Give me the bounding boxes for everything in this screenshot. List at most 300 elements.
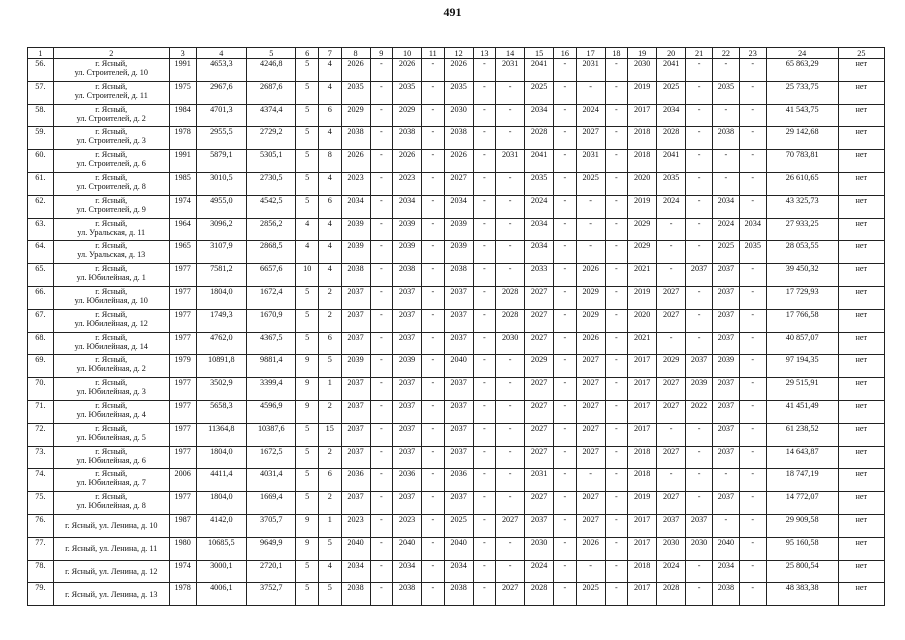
cell-c18: -: [605, 241, 628, 264]
cell-c10: 2037: [393, 400, 422, 423]
cell-c11: -: [422, 583, 445, 606]
cell-c9: -: [370, 537, 393, 560]
table-row: [28, 332, 885, 355]
cell-c8: 2023: [341, 514, 370, 537]
cell-c3: 1977: [169, 286, 196, 309]
cell-c8: 2037: [341, 286, 370, 309]
cell-c8: 2039: [341, 218, 370, 241]
cell-c6: 5: [296, 59, 319, 82]
cell-c17: 2027: [576, 492, 605, 515]
cell-c12: 2039: [444, 241, 473, 264]
cell-c7: 4: [319, 218, 342, 241]
cell-c14: -: [496, 81, 525, 104]
cell-c3: 1977: [169, 264, 196, 287]
cell-c11: -: [422, 355, 445, 378]
address-line-1: г. Ясный,: [95, 195, 128, 205]
cell-c7: 6: [319, 104, 342, 127]
cell-c12: 2038: [444, 127, 473, 150]
cell-c4: 4411,4: [196, 469, 246, 492]
cell-c16: -: [554, 150, 577, 173]
cell-c6: 5: [296, 560, 319, 583]
cell-c21: -: [686, 469, 713, 492]
row-number: 77.: [28, 537, 54, 560]
cell-c13: -: [473, 492, 496, 515]
cell-c24: 26 610,65: [766, 172, 838, 195]
cell-c14: -: [496, 264, 525, 287]
cell-c22: 2037: [713, 332, 740, 355]
cell-c19: 2017: [628, 514, 657, 537]
cell-c18: -: [605, 469, 628, 492]
row-number: 68.: [28, 332, 54, 355]
cell-c9: -: [370, 423, 393, 446]
cell-c5: 1669,4: [247, 492, 296, 515]
table-row: [28, 59, 885, 82]
address-line-1: г. Ясный,: [95, 172, 128, 182]
cell-c7: 2: [319, 446, 342, 469]
cell-c3: 1991: [169, 150, 196, 173]
cell-c25: нет: [838, 560, 884, 583]
address-line-2: ул. Юбилейная, д. 1: [76, 273, 146, 283]
column-number-24: 24: [766, 48, 838, 59]
cell-c22: 2037: [713, 264, 740, 287]
address-line-1: г. Ясный,: [95, 469, 128, 479]
cell-c12: 2037: [444, 332, 473, 355]
address-line-1: г. Ясный, ул. Ленина, д. 11: [65, 544, 158, 554]
address-cell: [53, 264, 169, 287]
cell-c5: 9649,9: [247, 537, 296, 560]
cell-c10: 2034: [393, 560, 422, 583]
cell-c8: 2026: [341, 59, 370, 82]
row-number: 60.: [28, 150, 54, 173]
cell-c15: 2027: [525, 446, 554, 469]
cell-c23: -: [739, 104, 766, 127]
cell-c20: 2041: [657, 150, 686, 173]
cell-c17: -: [576, 241, 605, 264]
cell-c3: 1978: [169, 127, 196, 150]
cell-c12: 2037: [444, 423, 473, 446]
cell-c4: 1749,3: [196, 309, 246, 332]
cell-c13: -: [473, 332, 496, 355]
address-line-2: ул. Строителей, д. 3: [76, 136, 146, 146]
cell-c23: -: [739, 81, 766, 104]
cell-c16: -: [554, 172, 577, 195]
cell-c10: 2023: [393, 172, 422, 195]
table-row: [28, 81, 885, 104]
cell-c21: -: [686, 104, 713, 127]
cell-c22: 2040: [713, 537, 740, 560]
cell-c16: -: [554, 400, 577, 423]
cell-c16: -: [554, 332, 577, 355]
cell-c12: 2037: [444, 309, 473, 332]
column-number-row: [28, 48, 885, 59]
cell-c24: 41 543,75: [766, 104, 838, 127]
column-number-13: 13: [473, 48, 496, 59]
cell-c8: 2029: [341, 104, 370, 127]
page-number: 491: [443, 5, 462, 19]
cell-c24: 25 800,54: [766, 560, 838, 583]
cell-c6: 5: [296, 423, 319, 446]
cell-c15: 2024: [525, 195, 554, 218]
table-row: [28, 127, 885, 150]
cell-c8: 2037: [341, 400, 370, 423]
cell-c17: 2025: [576, 172, 605, 195]
cell-c23: 2034: [739, 218, 766, 241]
cell-c9: -: [370, 400, 393, 423]
address-line-2: ул. Строителей, д. 10: [74, 68, 148, 77]
table-row: [28, 195, 885, 218]
cell-c20: 2028: [657, 583, 686, 606]
cell-c9: -: [370, 104, 393, 127]
cell-c7: 2: [319, 309, 342, 332]
cell-c3: 1974: [169, 195, 196, 218]
cell-c7: 15: [319, 423, 342, 446]
cell-c13: -: [473, 195, 496, 218]
cell-c4: 1804,0: [196, 446, 246, 469]
cell-c10: 2035: [393, 81, 422, 104]
table-row: [28, 492, 885, 515]
cell-c22: -: [713, 104, 740, 127]
cell-c24: 29 515,91: [766, 378, 838, 401]
cell-c13: -: [473, 127, 496, 150]
cell-c18: -: [605, 218, 628, 241]
cell-c5: 1672,4: [247, 286, 296, 309]
row-number: 61.: [28, 172, 54, 195]
table-row: [28, 286, 885, 309]
cell-c13: -: [473, 537, 496, 560]
cell-c25: нет: [838, 514, 884, 537]
cell-c14: -: [496, 446, 525, 469]
cell-c19: 2021: [628, 264, 657, 287]
cell-c11: -: [422, 378, 445, 401]
cell-c8: 2039: [341, 241, 370, 264]
cell-c5: 5305,1: [247, 150, 296, 173]
table-row: [28, 560, 885, 583]
cell-c3: 1979: [169, 355, 196, 378]
cell-c20: 2027: [657, 378, 686, 401]
address-cell: [53, 332, 169, 355]
address-line-1: г. Ясный,: [95, 355, 128, 365]
cell-c5: 9881,4: [247, 355, 296, 378]
cell-c11: -: [422, 469, 445, 492]
table-row: [28, 446, 885, 469]
cell-c22: 2038: [713, 583, 740, 606]
address-line-1: г. Ясный,: [95, 241, 128, 251]
cell-c25: нет: [838, 378, 884, 401]
cell-c3: 1974: [169, 560, 196, 583]
address-line-2: ул. Строителей, д. 9: [76, 204, 146, 214]
column-number-12: 12: [444, 48, 473, 59]
cell-c13: -: [473, 81, 496, 104]
cell-c19: 2017: [628, 423, 657, 446]
cell-c7: 6: [319, 195, 342, 218]
cell-c22: 2025: [713, 241, 740, 264]
row-number: 64.: [28, 241, 54, 264]
cell-c16: -: [554, 423, 577, 446]
cell-c19: 2017: [628, 355, 657, 378]
cell-c6: 9: [296, 537, 319, 560]
cell-c8: 2034: [341, 195, 370, 218]
cell-c11: -: [422, 59, 445, 82]
cell-c4: 3096,2: [196, 218, 246, 241]
row-number: 58.: [28, 104, 54, 127]
cell-c8: 2037: [341, 309, 370, 332]
cell-c12: 2035: [444, 81, 473, 104]
cell-c7: 4: [319, 81, 342, 104]
address-cell: [53, 127, 169, 150]
address-line-2: ул. Юбилейная, д. 4: [76, 409, 146, 419]
cell-c20: 2027: [657, 400, 686, 423]
address-cell: [53, 492, 169, 515]
cell-c17: -: [576, 195, 605, 218]
cell-c18: -: [605, 264, 628, 287]
cell-c25: нет: [838, 400, 884, 423]
cell-c25: нет: [838, 423, 884, 446]
cell-c14: -: [496, 537, 525, 560]
cell-c24: 48 383,38: [766, 583, 838, 606]
cell-c22: 2037: [713, 378, 740, 401]
cell-c4: 5658,3: [196, 400, 246, 423]
cell-c25: нет: [838, 309, 884, 332]
address-line-2: ул. Юбилейная, д. 2: [76, 364, 146, 374]
cell-c7: 4: [319, 560, 342, 583]
cell-c25: нет: [838, 537, 884, 560]
cell-c9: -: [370, 241, 393, 264]
column-number-1: 1: [28, 48, 54, 59]
cell-c6: 5: [296, 81, 319, 104]
cell-c15: 2031: [525, 469, 554, 492]
cell-c23: -: [739, 309, 766, 332]
cell-c6: 5: [296, 104, 319, 127]
row-number: 65.: [28, 264, 54, 287]
cell-c10: 2037: [393, 286, 422, 309]
cell-c12: 2026: [444, 150, 473, 173]
cell-c4: 2967,6: [196, 81, 246, 104]
column-number-19: 19: [628, 48, 657, 59]
cell-c6: 5: [296, 309, 319, 332]
cell-c12: 2040: [444, 355, 473, 378]
address-line-1: г. Ясный,: [95, 264, 128, 274]
cell-c16: -: [554, 560, 577, 583]
cell-c3: 1975: [169, 81, 196, 104]
column-number-21: 21: [686, 48, 713, 59]
cell-c9: -: [370, 332, 393, 355]
cell-c19: 2018: [628, 150, 657, 173]
cell-c8: 2036: [341, 469, 370, 492]
table-row: [28, 537, 885, 560]
cell-c25: нет: [838, 218, 884, 241]
cell-c22: -: [713, 514, 740, 537]
cell-c15: 2033: [525, 264, 554, 287]
address-cell: [53, 514, 169, 537]
cell-c3: 1987: [169, 514, 196, 537]
cell-c25: нет: [838, 355, 884, 378]
cell-c7: 6: [319, 332, 342, 355]
cell-c5: 1672,5: [247, 446, 296, 469]
address-cell: [53, 423, 169, 446]
cell-c17: 2027: [576, 378, 605, 401]
cell-c15: 2027: [525, 423, 554, 446]
cell-c10: 2038: [393, 264, 422, 287]
cell-c12: 2037: [444, 286, 473, 309]
cell-c10: 2026: [393, 59, 422, 82]
cell-c17: -: [576, 218, 605, 241]
cell-c19: 2019: [628, 81, 657, 104]
cell-c24: 39 450,32: [766, 264, 838, 287]
cell-c10: 2023: [393, 514, 422, 537]
cell-c14: -: [496, 195, 525, 218]
cell-c24: 25 733,75: [766, 81, 838, 104]
cell-c6: 4: [296, 241, 319, 264]
address-cell: [53, 150, 169, 173]
cell-c5: 2730,5: [247, 172, 296, 195]
column-number-7: 7: [319, 48, 342, 59]
cell-c6: 5: [296, 469, 319, 492]
cell-c9: -: [370, 59, 393, 82]
column-number-5: 5: [247, 48, 296, 59]
cell-c15: 2027: [525, 286, 554, 309]
cell-c11: -: [422, 264, 445, 287]
cell-c4: 4762,0: [196, 332, 246, 355]
cell-c16: -: [554, 59, 577, 82]
cell-c24: 41 451,49: [766, 400, 838, 423]
column-number-4: 4: [196, 48, 246, 59]
cell-c10: 2039: [393, 218, 422, 241]
address-cell: [53, 81, 169, 104]
cell-c13: -: [473, 218, 496, 241]
cell-c9: -: [370, 81, 393, 104]
cell-c9: -: [370, 514, 393, 537]
address-cell: [53, 59, 169, 82]
cell-c21: -: [686, 583, 713, 606]
address-cell: [53, 309, 169, 332]
address-cell: [53, 583, 169, 606]
cell-c21: -: [686, 423, 713, 446]
cell-c21: -: [686, 150, 713, 173]
cell-c8: 2035: [341, 81, 370, 104]
cell-c8: 2037: [341, 446, 370, 469]
address-line-1: г. Ясный,: [95, 423, 128, 433]
cell-c25: нет: [838, 286, 884, 309]
cell-c21: 2030: [686, 537, 713, 560]
cell-c12: 2037: [444, 492, 473, 515]
cell-c10: 2037: [393, 423, 422, 446]
cell-c6: 5: [296, 446, 319, 469]
cell-c16: -: [554, 309, 577, 332]
address-line-2: ул. Юбилейная, д. 8: [76, 501, 146, 511]
cell-c15: 2024: [525, 560, 554, 583]
cell-c16: -: [554, 81, 577, 104]
cell-c6: 5: [296, 150, 319, 173]
address-line-1: г. Ясный, ул. Ленина, д. 12: [65, 566, 158, 576]
row-number: 74.: [28, 469, 54, 492]
cell-c5: 2729,2: [247, 127, 296, 150]
cell-c25: нет: [838, 172, 884, 195]
cell-c10: 2037: [393, 332, 422, 355]
cell-c21: -: [686, 218, 713, 241]
cell-c12: 2026: [444, 59, 473, 82]
cell-c20: -: [657, 264, 686, 287]
cell-c21: 2039: [686, 378, 713, 401]
cell-c21: -: [686, 446, 713, 469]
cell-c11: -: [422, 218, 445, 241]
cell-c15: 2025: [525, 81, 554, 104]
cell-c11: -: [422, 195, 445, 218]
cell-c7: 1: [319, 514, 342, 537]
address-line-2: ул. Юбилейная, д. 14: [74, 341, 148, 351]
cell-c22: 2037: [713, 400, 740, 423]
cell-c13: -: [473, 514, 496, 537]
cell-c12: 2037: [444, 446, 473, 469]
cell-c6: 5: [296, 127, 319, 150]
cell-c19: 2018: [628, 446, 657, 469]
cell-c22: -: [713, 172, 740, 195]
cell-c19: 2017: [628, 583, 657, 606]
cell-c9: -: [370, 560, 393, 583]
row-number: 69.: [28, 355, 54, 378]
cell-c3: 1965: [169, 241, 196, 264]
cell-c9: -: [370, 469, 393, 492]
cell-c15: 2028: [525, 583, 554, 606]
cell-c14: 2028: [496, 286, 525, 309]
cell-c20: 2025: [657, 81, 686, 104]
cell-c9: -: [370, 127, 393, 150]
cell-c23: -: [739, 423, 766, 446]
column-number-9: 9: [370, 48, 393, 59]
cell-c3: 1977: [169, 492, 196, 515]
table-row: [28, 241, 885, 264]
cell-c22: -: [713, 59, 740, 82]
cell-c18: -: [605, 59, 628, 82]
address-line-1: г. Ясный,: [95, 400, 128, 410]
cell-c18: -: [605, 81, 628, 104]
cell-c3: 1977: [169, 332, 196, 355]
cell-c9: -: [370, 583, 393, 606]
cell-c5: 6657,6: [247, 264, 296, 287]
cell-c13: -: [473, 241, 496, 264]
cell-c18: -: [605, 286, 628, 309]
cell-c19: 2018: [628, 560, 657, 583]
cell-c18: -: [605, 537, 628, 560]
cell-c22: 2034: [713, 195, 740, 218]
cell-c23: 2035: [739, 241, 766, 264]
cell-c15: 2028: [525, 127, 554, 150]
cell-c23: -: [739, 332, 766, 355]
cell-c3: 1977: [169, 378, 196, 401]
cell-c13: -: [473, 286, 496, 309]
cell-c13: -: [473, 59, 496, 82]
cell-c3: 1978: [169, 583, 196, 606]
cell-c4: 4142,0: [196, 514, 246, 537]
cell-c21: -: [686, 492, 713, 515]
row-number: 63.: [28, 218, 54, 241]
address-line-1: г. Ясный,: [95, 104, 128, 114]
cell-c23: -: [739, 469, 766, 492]
cell-c14: -: [496, 172, 525, 195]
cell-c24: 29 142,68: [766, 127, 838, 150]
cell-c19: 2021: [628, 332, 657, 355]
address-line-2: ул. Юбилейная, д. 12: [74, 318, 148, 328]
cell-c14: 2031: [496, 150, 525, 173]
cell-c17: 2027: [576, 400, 605, 423]
cell-c23: -: [739, 172, 766, 195]
cell-c4: 4653,3: [196, 59, 246, 82]
cell-c16: -: [554, 469, 577, 492]
cell-c4: 10685,5: [196, 537, 246, 560]
address-line-2: ул. Уральская, д. 11: [77, 227, 146, 237]
column-number-20: 20: [657, 48, 686, 59]
cell-c12: 2039: [444, 218, 473, 241]
cell-c17: 2031: [576, 150, 605, 173]
